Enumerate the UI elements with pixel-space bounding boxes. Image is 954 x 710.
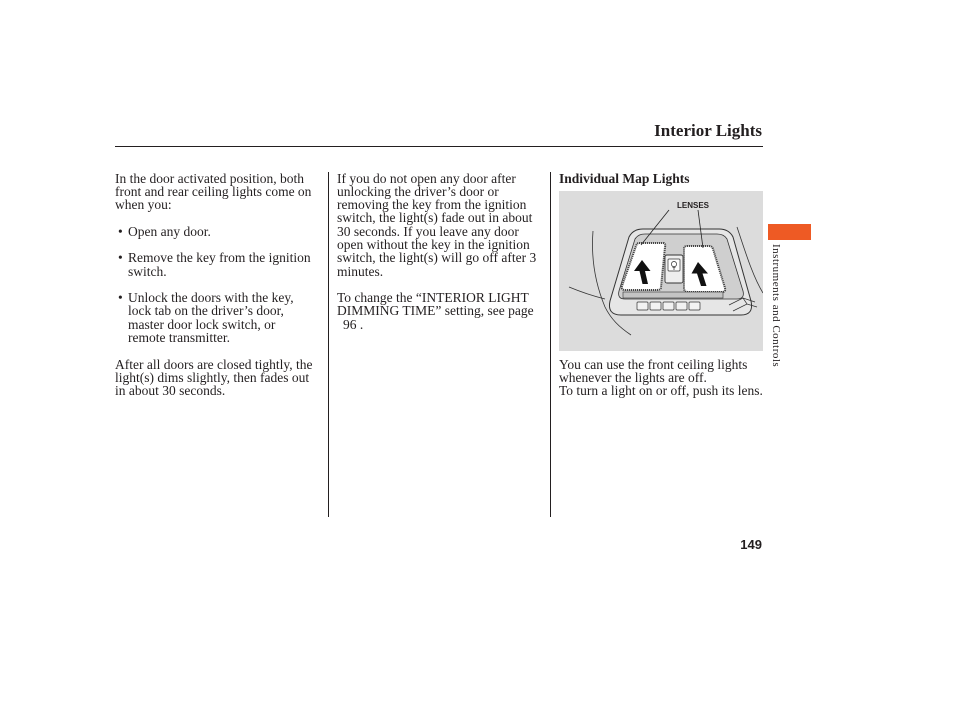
page-number: 149 bbox=[740, 537, 762, 552]
column-divider-1 bbox=[328, 172, 329, 517]
push-lens-paragraph: To turn a light on or off, push its lens. bbox=[559, 383, 763, 399]
dimming-time-paragraph: To change the “INTERIOR LIGHT DIMMING TIME” setting, see page bbox=[337, 290, 534, 319]
bullet-text: Remove the key from the ignition switch. bbox=[128, 250, 311, 279]
bullet-item bbox=[115, 251, 312, 278]
console-button bbox=[650, 302, 661, 310]
column-3-body bbox=[559, 358, 763, 398]
section-heading: Individual Map Lights bbox=[559, 170, 690, 186]
bullet-symbol: • bbox=[118, 250, 123, 266]
column-3-heading-wrap bbox=[559, 172, 690, 185]
bullet-item bbox=[115, 225, 312, 238]
closing-paragraph: After all doors are closed tightly, the light(s) dims slightly, then fades out in about 30 seconds. bbox=[115, 356, 313, 399]
console-button-row bbox=[637, 302, 700, 310]
lenses-label: LENSES bbox=[676, 201, 710, 210]
console-button bbox=[637, 302, 648, 310]
column-1 bbox=[115, 172, 312, 398]
section-tab bbox=[768, 224, 811, 240]
bullet-text: Open any door. bbox=[128, 223, 211, 239]
bullet-text: Unlock the doors with the key, lock tab on the driver’s door, master door lock switch, or remote transmitter. bbox=[128, 290, 294, 346]
column-2 bbox=[337, 172, 536, 332]
console-strip bbox=[623, 292, 723, 298]
bullet-symbol: • bbox=[118, 290, 123, 306]
console-button bbox=[676, 302, 687, 310]
fade-out-paragraph: If you do not open any door after unlocking the driver’s door or removing the key from the ignition switch, the light(s) fade out in about 30 seconds. If you leave any door open without the key in the ignition switch, the light(s) will go off after 3 minutes. bbox=[337, 170, 537, 279]
intro-paragraph: In the door activated position, both front and rear ceiling lights come on when you: bbox=[115, 170, 312, 213]
bullet-symbol: • bbox=[118, 223, 123, 239]
console-button bbox=[689, 302, 700, 310]
page-reference-link[interactable]: 96 . bbox=[343, 316, 364, 332]
console-button bbox=[663, 302, 674, 310]
ceiling-lights-paragraph: You can use the front ceiling lights whenever the lights are off. bbox=[559, 356, 748, 385]
bullet-item bbox=[115, 291, 312, 344]
column-divider-2 bbox=[550, 172, 551, 517]
page-title: Interior Lights bbox=[654, 121, 762, 140]
map-lights-figure bbox=[559, 191, 763, 351]
section-tab-label: Instruments and Controls bbox=[770, 244, 782, 368]
title-rule bbox=[115, 146, 763, 147]
